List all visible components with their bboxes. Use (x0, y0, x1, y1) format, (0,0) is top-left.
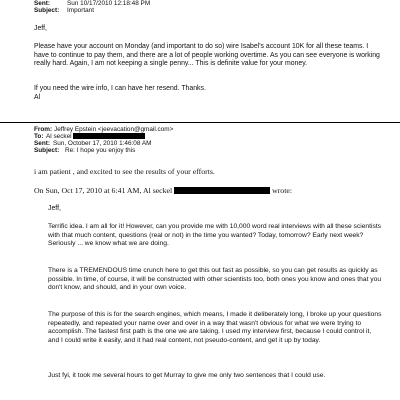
first-subject-value: Important (67, 7, 94, 14)
second-from-row (34, 126, 173, 133)
second-subject-value: Re: I hope you enjoy this (65, 147, 136, 154)
quoted-paragraph-4: Just fyi, it took me several hours to get Murray to give me only two sentences that I could use. (48, 372, 326, 379)
second-sent-row (34, 140, 151, 147)
message-divider (0, 122, 400, 123)
quote-intro-suffix: wrote: (272, 186, 292, 195)
second-to-value: Al seckel (46, 133, 72, 140)
first-body-paragraph-1: Please have your account on Monday (and important to do so) wire Isabel's account 10K for all these teams. I have to continue to pay them, and there are a lot of people working overtime. As you can see everyone is working really hard. Again, I am not keeping a single penny... This is definite value for your money. (34, 43, 380, 68)
redaction-bar (174, 187, 270, 194)
quote-intro (34, 186, 292, 195)
quoted-greeting: Jeff, (48, 205, 61, 212)
second-to-row (34, 133, 145, 140)
first-subject-row (34, 7, 94, 14)
second-to-label: To: (34, 133, 44, 140)
quote-intro-prefix: On Sun, Oct 17, 2010 at 6:41 AM, Al seckel (34, 186, 173, 195)
quoted-paragraph-2: There is a TREMENDOUS time crunch here to get this out fast as possible, so you can get results as quickly as possible. In time, of course, it will be constructed with other scientists too, both ones you know and ones that you don't know, and should, and in your own voice. (48, 267, 382, 292)
quoted-paragraph-1: Terrific idea. I am all for it! However, can you provide me with 10,000 word real interviews with all these scientists with that much content, questions (real or not) in the time you wanted? Today, tomorrow? Early next week? Seriously ... we know what we are doing. (48, 223, 382, 248)
first-signature: Al (34, 94, 41, 101)
second-subject-label: Subject: (34, 147, 60, 154)
first-body-paragraph-2: If you need the wire info, I can have her resend. Thanks. (34, 85, 206, 92)
second-from-value: Jeffrey Epstein <jeevacation@gmail.com> (54, 126, 174, 133)
first-sent-value: Sun 10/17/2010 12:18:48 PM (67, 0, 151, 7)
second-from-label: From: (34, 126, 53, 133)
second-sent-value: Sun, October 17, 2010 1:46:08 AM (53, 140, 152, 147)
first-greeting: Jeff, (34, 25, 47, 32)
redaction-bar (73, 133, 145, 139)
first-subject-label: Subject: (34, 7, 60, 14)
second-subject-row (34, 147, 135, 154)
second-sent-label: Sent: (34, 140, 50, 147)
reply-text: i am patient , and excited to see the results of your efforts. (34, 167, 215, 176)
quoted-paragraph-3: The purpose of this is for the search engines, which means, I made it deliberately long, I broke up your questions repeatedly, and repeated your name over and over in a way that wasn't obvious for what we were trying to accomplish. The fastest first path is the one we are taking. I used my interview first, because I could control it, and I could write it easily, and it had real content, not pseudo-content, and get it up by today. (48, 311, 382, 344)
first-sent-row (34, 0, 150, 7)
first-sent-label: Sent: (34, 0, 50, 7)
